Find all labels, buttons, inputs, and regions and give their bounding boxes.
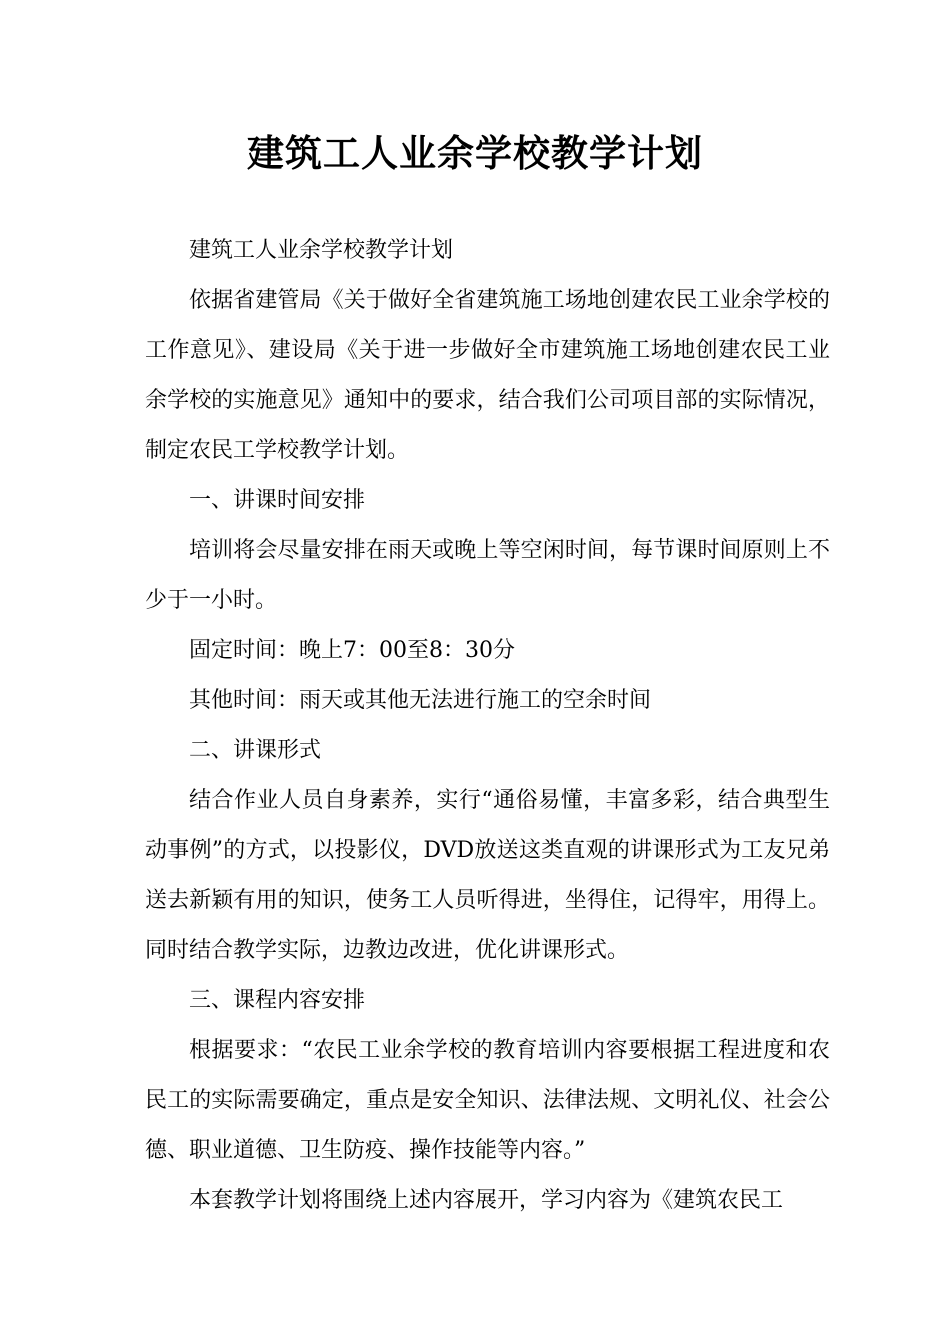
paragraph-other-time: 其他时间：雨天或其他无法进行施工的空余时间 bbox=[189, 688, 652, 713]
section-heading-format: 二、讲课形式 bbox=[189, 738, 322, 763]
paragraph-format: 结合作业人员自身素养，实行“通俗易懂，丰富多彩，结合典型生动事例”的方式，以投影仪，DVD放送这类直观的讲课形式为工友兄弟送去新颖有用的知识，使务工人员听得进，坐得住，记得牢，用得上。同时结合教学实际，边教边改进，优化讲课形式。 bbox=[145, 788, 830, 963]
paragraph-intro: 依据省建管局《关于做好全省建筑施工场地创建农民工业余学校的工作意见》、建设局《关于进一步做好全市建筑施工场地创建农民工业余学校的实施意见》通知中的要求，结合我们公司项目部的实际情况，制定农民工学校教学计划。 bbox=[145, 288, 830, 463]
document-body bbox=[145, 226, 830, 1226]
paragraph-schedule: 培训将会尽量安排在雨天或晚上等空闲时间，每节课时间原则上不少于一小时。 bbox=[145, 538, 830, 613]
section-heading-schedule: 一、讲课时间安排 bbox=[189, 488, 366, 513]
document-title: 建筑工人业余学校教学计划 bbox=[247, 132, 703, 175]
paragraph-heading-repeat: 建筑工人业余学校教学计划 bbox=[189, 238, 454, 263]
paragraph-fixed-time: 固定时间：晚上7：00至8：30分 bbox=[189, 638, 515, 663]
section-heading-content: 三、课程内容安排 bbox=[189, 988, 366, 1013]
paragraph-plan-content: 本套教学计划将围绕上述内容展开，学习内容为《建筑农民工 bbox=[189, 1188, 784, 1213]
paragraph-requirements: 根据要求：“农民工业余学校的教育培训内容要根据工程进度和农民工的实际需要确定，重点是安全知识、法律法规、文明礼仪、社会公德、职业道德、卫生防疫、操作技能等内容。” bbox=[145, 1038, 830, 1163]
